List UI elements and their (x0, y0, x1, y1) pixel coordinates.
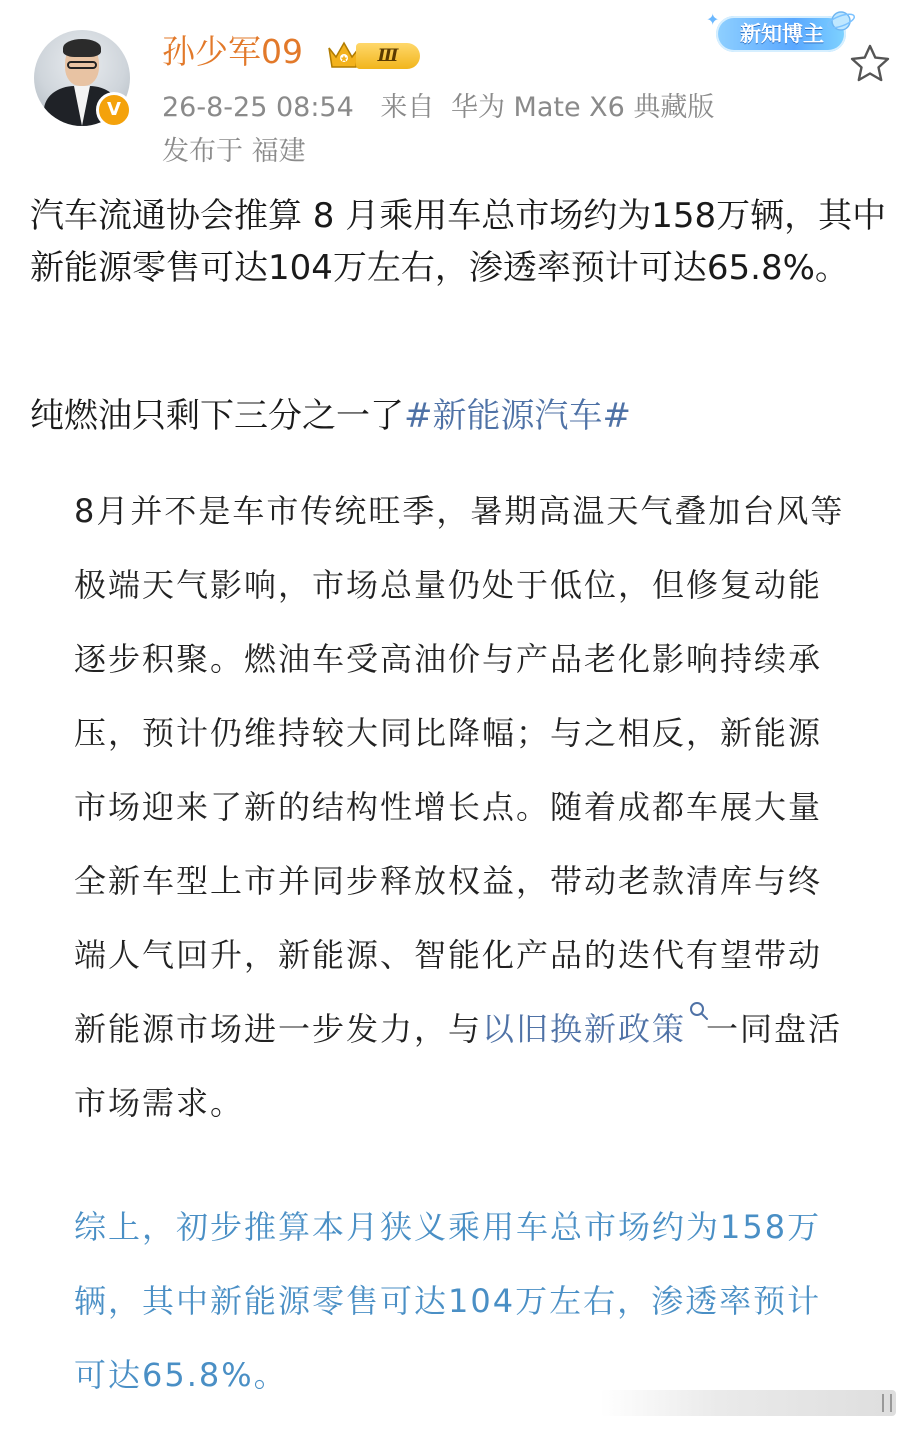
favorite-button[interactable] (846, 40, 894, 88)
post-header (0, 0, 922, 180)
post-datetime: 26-8-25 08:54 (162, 92, 354, 123)
source-prefix: 来自 (380, 92, 435, 123)
sparkle-icon: ✦ (706, 10, 720, 29)
verified-v-icon: V (96, 92, 132, 128)
level-badge[interactable] (326, 38, 422, 72)
level-number: Ⅲ (356, 43, 420, 69)
post-location: 发布于 福建 (162, 136, 306, 167)
post-meta (162, 88, 714, 128)
horizontal-scroll-hint[interactable] (600, 1390, 896, 1416)
scroll-grip-icon (882, 1394, 892, 1412)
hashtag-link[interactable]: #新能源汽车# (404, 396, 631, 436)
star-outline-icon (846, 40, 894, 88)
source-device[interactable]: 华为 Mate X6 典藏版 (450, 92, 715, 123)
new-knowledge-blogger-badge[interactable] (706, 6, 856, 58)
post-text-paragraph-2 (30, 390, 900, 442)
avatar-glasses (67, 61, 97, 69)
avatar-hair (63, 39, 101, 57)
image-text-part-2: 一同盘活市场需求。 (74, 1010, 843, 1122)
summary-text: 综上，初步推算本月狭义乘用车总市场约为158万辆，其中新能源零售可达104万左右，渗透率预计可达65.8%。 (74, 1208, 822, 1394)
badge-label: 新知博主 (740, 22, 824, 46)
image-text-part-1: 8月并不是车市传统旺季，暑期高温天气叠加台风等极端天气影响，市场总量仍处于低位，但修复动能逐步积聚。燃油车受高油价与产品老化影响持续承压，预计仍维持较大同比降幅；与之相反，新能源市场迎来了新的结构性增长点。随着成都车展大量全新车型上市并同步释放权益，带动老款清库与终端人气回升，新能源、智能化产品的迭代有望带动新能源市场进一步发力，与 (74, 492, 845, 1048)
post-text-line: 纯燃油只剩下三分之一了 (30, 396, 404, 436)
post-text-paragraph-1: 汽车流通协会推算 8 月乘用车总市场约为158万辆，其中新能源零售可达104万左右，渗透率预计可达65.8%。 (30, 196, 887, 288)
image-text-body (74, 474, 854, 1140)
planet-icon (826, 6, 856, 36)
author-name[interactable]: 孙少军09 (162, 32, 303, 71)
policy-link[interactable]: 以旧换新政策 (482, 1010, 687, 1048)
